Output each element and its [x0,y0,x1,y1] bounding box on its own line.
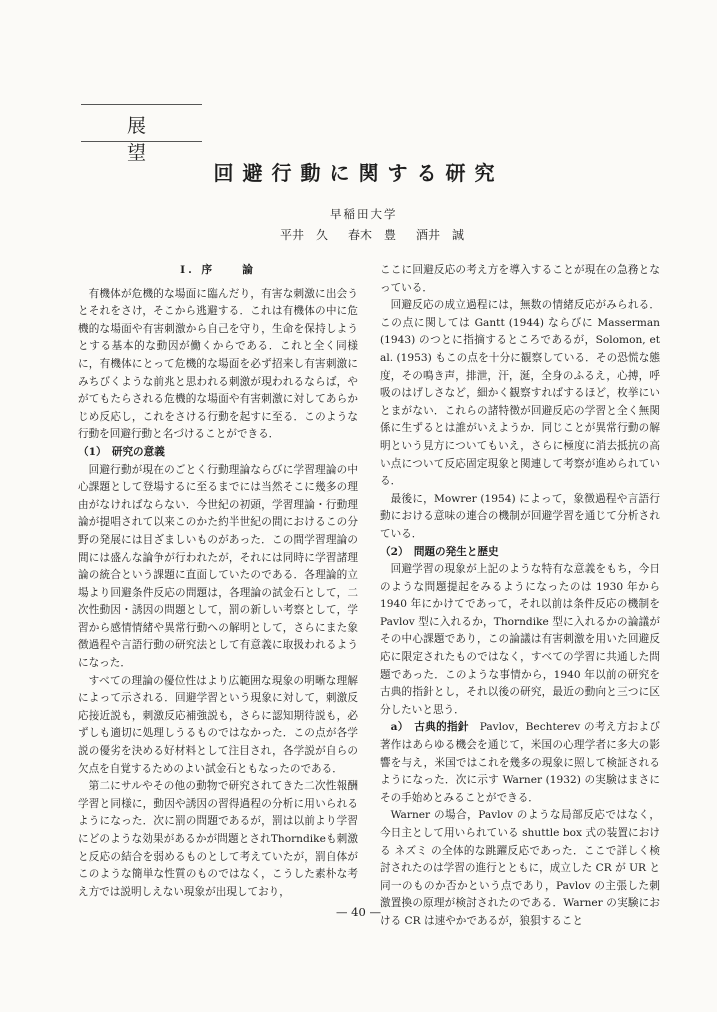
affiliation: 早稲田大学 [330,207,398,221]
paragraph: すべての理論の優位性はより広範囲な現象の明晰な理解によって示される．回避学習という現象に対して，刺激反応接近説も，刺激反応補強説も，さらに認知期待説も，必ずしも適切に処理しうるものではなかった．この点が各学説の優劣を決める好材料として注目され，各学説が自らの欠点を自覚するためのよい試金石ともなったのである． [78,674,358,775]
page-number: — 40 — [336,905,381,919]
right-column [380,262,660,931]
paragraph: 回避行動が現在のごとく行動理論ならびに学習理論の中心課題として登場するに至るまでには当然そこに幾多の理由がなければならない．今世紀の初頭，学習理論・行動理論が提唱されて以来このかた約半世紀の間におけるこの分野の発展には目ざましいものがあった．この間学習理論の間には盛んな論争が行われたが，それには同時に学習諸理論の統合という課題に直面していたのである．各理論的立場より回避条件反応の問題は，各理論の試金石として，二次性動因・誘因の問題として，罰の新しい考察として，学習から感情情緒や異常行動への解明として，さらにまた象徴過程や言語行動の研究法として有意義に取扱われるようになった． [78,463,358,670]
author-name: 春木 豊 [348,228,397,242]
paragraph-lead: a） 古典的指針 [390,721,469,734]
paragraph: 回避反応の成立過程には，無数の情緒反応がみられる．この点に関しては Gantt (1944) ならびに Masserman (1943) のつとに指摘するところであるが，Solomon, et al. (1953) もこの点を十分に観察している．その恐慌な態度，その鳴き声，排泄，汗，涎，全身のふるえ，心搏，呼吸のはげしさなど，細かく観察すればするほど，枚挙にいとまがない．これらの諸特徴が回避反応の学習と全く無関係に生ずるとは誰がいえようか．同じことが異常行動の解明という見方についてもいえ，さらに極度に消去抵抗の高い点について反応固定現象と関連して考察が進められている． [380,299,660,488]
paragraph: ここに回避反応の考え方を導入することが現在の急務となっている． [380,264,660,294]
author-name: 酒井 誠 [416,228,465,242]
paragraph: 回避学習の現象が上記のような特有な意義をもち，今日のような問題提起をみるようになったのは 1930 年から 1940 年にかけてであって，それ以前は条件反応の機制を Pavlov 型に入れるか，Thorndike 型に入れるかの論議がその中心課題であり，この論議は有害刺激を用いた回避反応に限定されたものではなく，すべての学習に共通した問題であった．このような事情から，1940 年以前の研究を古典的指針とし，それ以後の研究，最近の動向と三つに区分したいと思う． [380,563,660,716]
section-label: 展 望 [126,115,246,164]
paragraph: 有機体が危機的な場面に臨んだり，有害な刺激に出会うとそれをさけ，そこから逃避する．これは有機体の中に危機的な場面や有害刺激から自己を守り，生命を保持しようとする基本的な動因が働くからである．これと全く同様に，有機体にとって危機的な場面を必ず招来し有害刺激にみちびくような前兆と思われる刺激が現われるならば，やがてもたらされる危機的な場面や有害刺激に対してあらかじめ反応し，これをさける行動を起すに至る．このような行動を回避行動と名づけることができる． [78,287,358,441]
subsection-heading: （2） 問題の発生と歴史 [380,545,499,558]
paper-title: 回避行動に関する研究 [213,161,504,185]
section-header-box [81,104,246,164]
section-heading: I. 序 論 [180,264,256,276]
author-list [280,226,464,243]
left-column [78,262,358,901]
paragraph: 第二にサルやその他の動物で研究されてきた二次性報酬学習と同様に，動因や誘因の習得過程の分析に用いられるようになった．次に罰の問題であるが，罰は以前より学習にどのような効果があるかが問題とされThorndikeも刺激と反応の結合を弱めるものとして考えていたが，罰自体がこのような簡単な性質のものではなく，こうした素朴な考え方では説明しえない現象が出現しており， [78,780,358,898]
subsection-heading: （1） 研究の意義 [78,445,165,458]
paragraph: Warner の場合，Pavlov のような局部反応ではなく，今日主として用いられている shuttle box 式の装置における ネズミ の全体的な跳躍反応であった．ここで詳しく検討されたのは学習の進行とともに，成立した CR が UR と同一のものか否かという点であり，Pavlov の主張した刺激置換の原理が検討されたのである．Warner の実験における CR は速やかであるが，狼狽すること [380,809,660,927]
paragraph: 最後に，Mowrer (1954) によって，象徴過程や言語行動における意味の連合の機制が回避学習を通じて分析されている． [380,492,660,540]
paragraph [380,719,660,807]
author-name: 平井 久 [280,228,329,242]
paragraph-body: Pavlov，Bechterev の考え方および著作はあらゆる機会を通じて，米国の心理学者に多大の影響を与え，米国ではこれを幾多の現象に照して検証されるようになった．次に示す Warner (1932) の実験はまさにその手始めとみることができる． [380,721,660,804]
